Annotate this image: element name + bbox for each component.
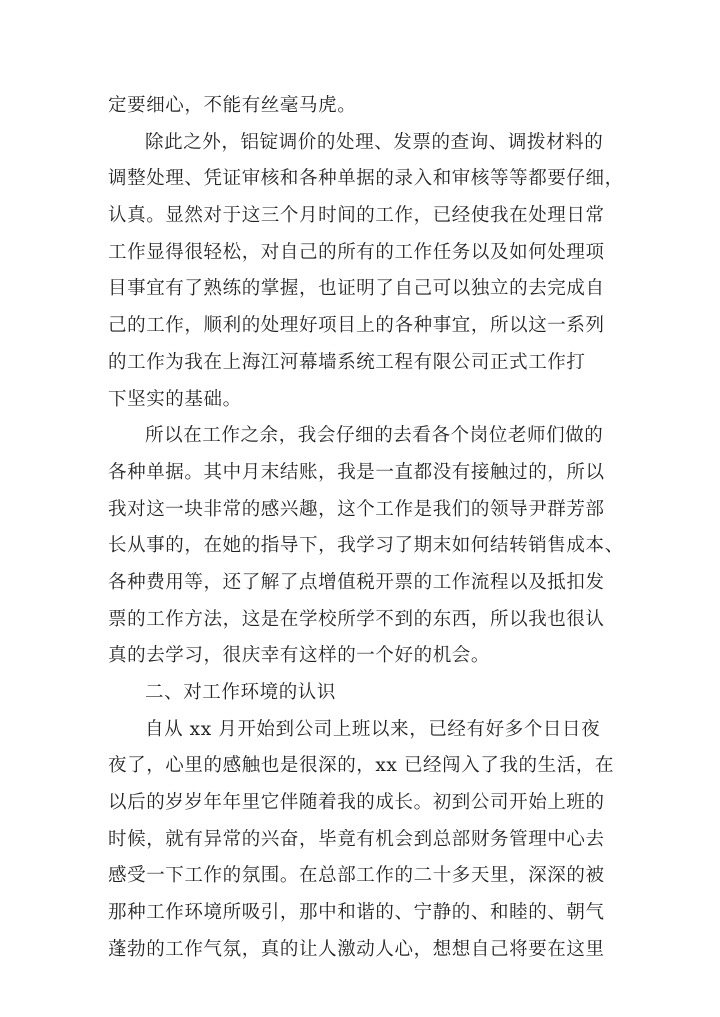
paragraph-start-line: 除此之外，铝锭调价的处理、发票的查询、调拨材料的	[145, 131, 604, 153]
paragraph-start-line: 所以在工作之余，我会仔细的去看各个岗位老师们做的	[145, 425, 604, 447]
text-line: 目事宜有了熟练的掌握，也证明了自己可以独立的去完成自	[108, 278, 605, 300]
text-line: 工作显得很轻松，对自己的所有的工作任务以及如何处理项	[108, 241, 605, 263]
text-line: 下坚实的基础。	[108, 388, 242, 410]
text-line: 真的去学习，很庆幸有这样的一个好的机会。	[108, 645, 491, 667]
text-line: 夜了，心里的感触也是很深的，xx 已经闯入了我的生活，在	[108, 755, 615, 777]
document-body	[108, 88, 628, 969]
text-line: 感受一下工作的氛围。在总部工作的二十多天里，深深的被	[108, 865, 605, 887]
text-line: 各种费用等，还了解了点增值税开票的工作流程以及抵扣发	[108, 571, 605, 593]
text-line: 那种工作环境所吸引，那中和谐的、宁静的、和睦的、朝气	[108, 902, 605, 924]
text-line: 我对这一块非常的感兴趣，这个工作是我们的领导尹群芳部	[108, 498, 605, 520]
text-line: 以后的岁岁年年里它伴随着我的成长。初到公司开始上班的	[108, 792, 605, 814]
text-line: 长从事的，在她的指导下，我学习了期末如何结转销售成本、	[108, 535, 624, 557]
paragraph-start-line: 自从 xx 月开始到公司上班以来，已经有好多个日日夜	[145, 718, 601, 740]
text-line: 各种单据。其中月末结账，我是一直都没有接触过的，所以	[108, 461, 605, 483]
text-line: 时候，就有异常的兴奋，毕竟有机会到总部财务管理中心去	[108, 828, 605, 850]
text-line: 的工作为我在上海江河幕墙系统工程有限公司正式工作打	[108, 351, 586, 373]
text-line: 认真。显然对于这三个月时间的工作，已经使我在处理日常	[108, 205, 605, 227]
text-line: 调整处理、凭证审核和各种单据的录入和审核等等都要仔细，	[108, 168, 624, 190]
text-line: 己的工作，顺利的处理好项目上的各种事宜，所以这一系列	[108, 315, 605, 337]
text-line: 蓬勃的工作气氛，真的让人激动人心，想想自己将要在这里	[108, 938, 605, 960]
section-heading: 二、对工作环境的认识	[145, 682, 337, 703]
text-line: 定要细心，不能有丝毫马虎。	[108, 95, 357, 116]
text-line: 票的工作方法，这是在学校所学不到的东西，所以我也很认	[108, 608, 605, 630]
